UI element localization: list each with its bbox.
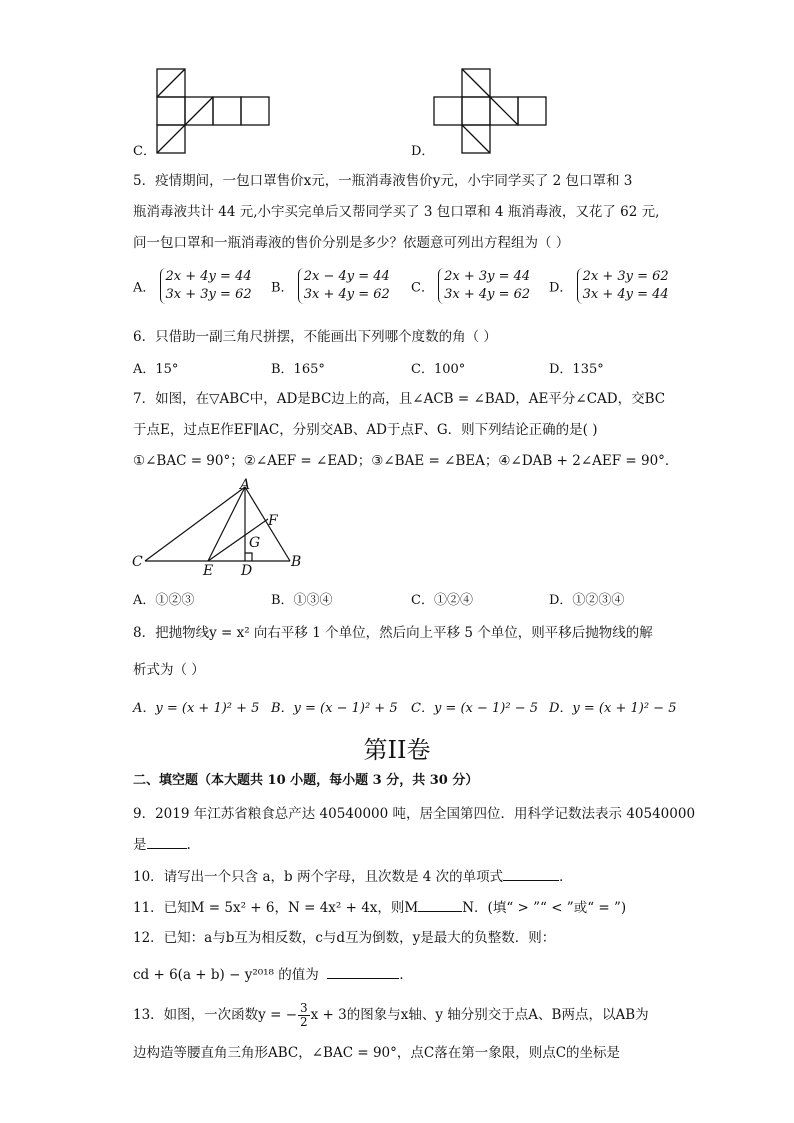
q13-frac-num: 3	[300, 1001, 308, 1015]
q7-label-a: A	[240, 477, 251, 493]
q12-answer-blank[interactable]	[327, 964, 399, 979]
q5-option-d-eq1: 2x + 3y = 62	[582, 269, 669, 284]
q12-line2	[133, 964, 413, 985]
q9-line1: 9．2019 年江苏省粮食总产达 40540000 吨，居全国第四位．用科学记数法表示 40540000	[133, 806, 696, 822]
q13-line1	[133, 1002, 649, 1029]
q13-line1b: x + 3的图象与x轴、y 轴分别交于点A、B两点，以AB为	[310, 1007, 649, 1023]
q7-label-d: D	[241, 563, 253, 577]
q13-frac-den: 2	[300, 1015, 308, 1029]
q9-line2-text: 是	[133, 837, 147, 853]
q13-line1a: 13．如图，一次函数y = −	[133, 1007, 298, 1023]
q10-text: 10．请写出一个只含 a，b 两个字母，且次数是 4 次的单项式	[133, 869, 504, 885]
net-c-label: C．	[133, 144, 156, 159]
q7-line2: 于点E，过点E作EF∥AC，分别交AB、AD于点F、G．则下列结论正确的是( )	[133, 422, 598, 438]
q11-answer-blank[interactable]	[418, 897, 462, 912]
q5-option-c-eq2: 3x + 4y = 62	[444, 287, 531, 302]
net-d-label: D．	[411, 144, 435, 159]
q9-answer-blank[interactable]	[147, 834, 187, 849]
q8-line2: 析式为（ ）	[133, 662, 205, 678]
q10-tail: ．	[559, 869, 573, 885]
q7-label-c: C	[132, 554, 143, 570]
q7-option-a: A．①②③	[133, 593, 195, 608]
q5-option-b-eq1: 2x − 4y = 44	[303, 269, 390, 284]
q7-line3: ①∠BAC = 90°；②∠AEF = ∠EAD；③∠BAE = ∠BEA；④∠DAB + 2∠AEF = 90°．	[133, 453, 679, 469]
q5-line2: 瓶消毒液共计 44 元,小宇买完单后又帮同学买了 3 包口罩和 4 瓶消毒液，又花了 62 元,	[133, 204, 660, 220]
q8-option-c: C．y = (x − 1)² − 5	[411, 701, 538, 716]
q6-option-d: D．135°	[549, 362, 604, 377]
q5-option-b	[271, 268, 390, 304]
q5-option-a	[133, 268, 252, 304]
q8-option-a: A．y = (x + 1)² + 5	[133, 701, 260, 716]
net-figure-c	[156, 68, 271, 156]
q8-line1: 8．把抛物线y = x² 向右平移 1 个单位，然后向上平移 5 个单位，则平移后抛物线的解	[133, 625, 653, 641]
q7-label-e: E	[203, 563, 214, 577]
section-title: 第II卷	[363, 736, 431, 764]
q7-label-g: G	[249, 535, 261, 551]
q7-option-b: B．①③④	[271, 593, 333, 608]
q10-answer-blank[interactable]	[503, 866, 559, 881]
q5-option-c-eq1: 2x + 3y = 44	[444, 269, 531, 284]
q7-option-c: C．①②④	[411, 593, 473, 608]
q5-option-a-eq2: 3x + 3y = 62	[165, 287, 252, 302]
q7-label-b: B	[291, 554, 302, 570]
q8-option-d: D．y = (x + 1)² − 5	[549, 701, 677, 716]
q5-option-d-eq2: 3x + 4y = 44	[582, 287, 669, 302]
q6-option-b: B．165°	[271, 362, 325, 377]
q12-tail: ．	[399, 967, 413, 983]
q5-option-b-eq2: 3x + 4y = 62	[303, 287, 390, 302]
q5-option-a-label: A．	[133, 280, 156, 296]
q8-option-b: B．y = (x − 1)² + 5	[271, 701, 398, 716]
q12-expression: cd + 6(a + b) − y²⁰¹⁸ 的值为	[133, 967, 319, 983]
net-figure-d	[433, 68, 548, 156]
q7-option-d: D．①②③④	[549, 593, 625, 608]
q13-fraction	[298, 1002, 310, 1029]
q13-line2: 边构造等腰直角三角形ABC，∠BAC = 90°，点C落在第一象限，则点C的坐标是	[133, 1045, 621, 1061]
q7-triangle-figure	[128, 477, 318, 577]
q11-text: 11．已知M = 5x² + 6，N = 4x² + 4x，则M	[133, 900, 419, 916]
q6-line1: 6．只借助一副三角尺拼摆，不能画出下列哪个度数的角（ ）	[133, 329, 497, 345]
q5-line1: 5．疫情期间，一包口罩售价x元，一瓶消毒液售价y元，小宇同学买了 2 包口罩和 3	[133, 173, 633, 189]
q10-line1	[133, 866, 573, 887]
q7-label-f: F	[268, 513, 278, 529]
q11-line1	[133, 897, 626, 918]
q11-tail: N．(填“ > ”“ < ”或“ = ”)	[462, 900, 627, 916]
q5-option-a-eq1: 2x + 4y = 44	[165, 269, 252, 284]
q6-option-c: C．100°	[411, 362, 466, 377]
q6-option-a: A．15°	[133, 362, 179, 377]
q5-option-b-label: B．	[271, 280, 294, 296]
q5-option-d-label: D．	[549, 280, 573, 296]
q5-option-c	[411, 268, 530, 304]
q7-line1: 7．如图，在▽ABC中，AD是BC边上的高，且∠ACB = ∠BAD，AE平分∠CAD，交BC	[133, 391, 666, 407]
q5-line3: 问一包口罩和一瓶消毒液的售价分别是多少？依题意可列出方程组为（ ）	[133, 235, 570, 251]
q12-line1: 12．已知：a与b互为相反数，c与d互为倒数，y是最大的负整数．则：	[133, 930, 556, 946]
q9-line2: 是 .	[133, 834, 191, 855]
q5-option-d	[549, 268, 669, 304]
section-subtitle: 二、填空题（本大题共 10 小题，每小题 3 分，共 30 分）	[133, 773, 479, 788]
q5-option-c-label: C．	[411, 280, 434, 296]
